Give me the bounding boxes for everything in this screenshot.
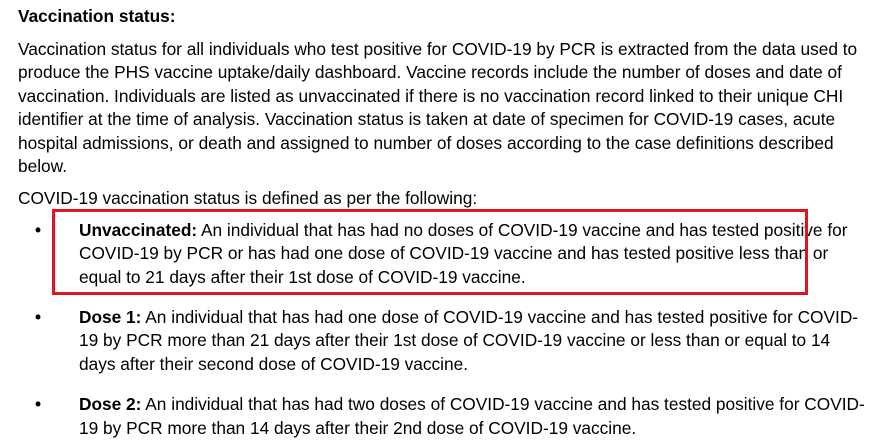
definition-lead: COVID-19 vaccination status is defined as per the following: <box>18 188 478 209</box>
definition-item-unvaccinated <box>18 219 869 289</box>
definition-text: An individual that has had no doses of COVID-19 vaccine and has tested positive for COVID-19 by PCR or has had one dose of COVID-19 vaccine and has tested positive less than or equal to 21 days after their 1st dose of COVID-19 vaccine. <box>79 219 848 287</box>
bullet-icon: • <box>35 307 42 328</box>
definition-term: Dose 2: <box>79 394 142 415</box>
definition-item-dose-1 <box>18 306 869 376</box>
intro-paragraph: Vaccination status for all individuals who test positive for COVID-19 by PCR is extracted from the data used to produce the PHS vaccine uptake/daily dashboard. Vaccine records include the number of doses and date of vaccination. Individuals are listed as unvaccinated if there is no vaccination record linked to their unique CHI identifier at the time of analysis. Vaccination status is taken at date of specimen for COVID-19 cases, acute hospital admissions, or death and assigned to number of doses according to the case definitions described below. <box>18 39 858 177</box>
definition-text: An individual that has had one dose of COVID-19 vaccine and has tested positive for COVID-19 by PCR more than 21 days after their 1st dose of COVID-19 vaccine or less than or equal to 14 days after their second dose of COVID-19 vaccine. <box>79 307 859 374</box>
definition-term: Unvaccinated: <box>79 219 198 240</box>
section-heading: Vaccination status: <box>18 6 176 26</box>
definition-list <box>18 219 876 440</box>
definition-item-dose-2 <box>18 393 869 440</box>
definition-text: An individual that has had two doses of COVID-19 vaccine and has tested positive for COVID-19 by PCR more than 14 days after their 2nd dose of COVID-19 vaccine. <box>79 394 865 438</box>
document-page <box>18 4 876 440</box>
bullet-icon: • <box>35 394 42 415</box>
definition-term: Dose 1: <box>79 307 142 328</box>
bullet-icon: • <box>35 219 42 240</box>
